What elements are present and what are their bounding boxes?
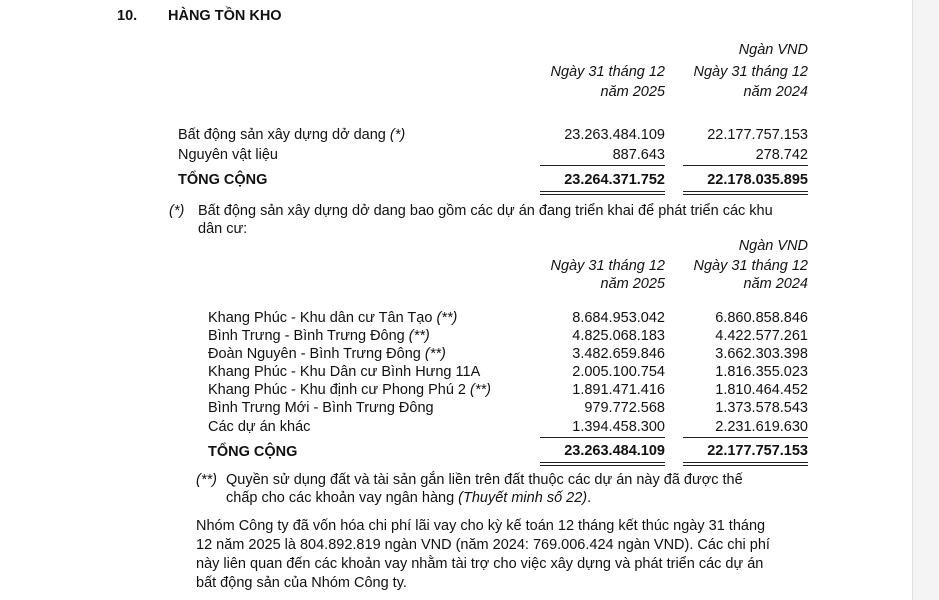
table2-row-label: Các dự án khác [208, 419, 311, 435]
note1-line2: dân cư: [198, 221, 248, 237]
table2-row-value-2024: 3.662.303.398 [715, 346, 808, 362]
table2-total-2024: 22.177.757.153 [707, 443, 808, 459]
note2-line1: Quyền sử dụng đất và tài sản gắn liền trên đất thuộc các dự án này đã được thế [226, 472, 743, 488]
table1-total-underline-2024 [683, 191, 808, 195]
table2-row-value-2024: 6.860.858.846 [715, 310, 808, 326]
table2-row-label: Đoàn Nguyên - Bình Trưng Đông (**) [208, 346, 446, 362]
page-edge [912, 0, 939, 600]
table1-row-value-2024: 278.742 [755, 147, 808, 163]
table2-total-2025: 23.263.484.109 [564, 443, 665, 459]
table2-row-label: Bình Trưng - Bình Trưng Đông (**) [208, 328, 430, 344]
section-title: HÀNG TỒN KHO [168, 8, 282, 24]
table2-row-value-2025: 2.005.100.754 [572, 364, 665, 380]
table2-subtotal-line-2025 [540, 437, 665, 438]
table1-row-label: Bất động sản xây dựng dở dang (*) [178, 127, 406, 143]
table1-total-label: TỔNG CỘNG [178, 172, 268, 188]
note2-line2: chấp cho các khoản vay ngân hàng (Thuyết minh số 22). [226, 490, 592, 506]
table2-row-label: Khang Phúc - Khu Dân cư Bình Hưng 11A [208, 364, 481, 380]
table1-total-underline-2025 [540, 191, 665, 195]
table2-total-underline-2025 [540, 462, 665, 466]
table2-row-label: Bình Trưng Mới - Bình Trưng Đông [208, 400, 434, 416]
table1-col2-header-line2: năm 2024 [743, 84, 808, 100]
table2-row-value-2025: 8.684.953.042 [572, 310, 665, 326]
table2-row-value-2024: 1.816.355.023 [715, 364, 808, 380]
table1-subtotal-line-2025 [540, 165, 665, 166]
table2-col2-header-line1: Ngày 31 tháng 12 [693, 258, 808, 274]
table1-row-label: Nguyên vật liệu [178, 147, 278, 163]
table2-col1-header-line1: Ngày 31 tháng 12 [550, 258, 665, 274]
table1-col2-header-line1: Ngày 31 tháng 12 [693, 64, 808, 80]
table2-unit: Ngàn VND [738, 238, 808, 254]
table1-total-2025: 23.264.371.752 [564, 172, 665, 188]
table1-row-value-2025: 23.263.484.109 [564, 127, 665, 143]
table2-row-value-2025: 4.825.068.183 [572, 328, 665, 344]
table2-col1-header-line2: năm 2025 [600, 276, 665, 292]
table2-row-label: Khang Phúc - Khu dân cư Tân Tạo (**) [208, 310, 458, 326]
table1-total-2024: 22.178.035.895 [707, 172, 808, 188]
table2-subtotal-line-2024 [683, 437, 808, 438]
table2-total-label: TỔNG CỘNG [208, 444, 298, 460]
table1-col1-header-line1: Ngày 31 tháng 12 [550, 64, 665, 80]
section-number: 10. [117, 8, 138, 24]
paragraph-line1: Nhóm Công ty đã vốn hóa chi phí lãi vay cho kỳ kế toán 12 tháng kết thúc ngày 31 tháng [196, 518, 766, 534]
table2-row-label: Khang Phúc - Khu định cư Phong Phú 2 (**) [208, 382, 491, 398]
table1-unit: Ngàn VND [738, 42, 808, 58]
note1-line1: Bất động sản xây dựng dở dang bao gồm các dự án đang triển khai để phát triển các khu [198, 203, 773, 219]
table1-col1-header-line2: năm 2025 [600, 84, 665, 100]
table1-row-value-2024: 22.177.757.153 [707, 127, 808, 143]
paragraph-line2: 12 năm 2025 là 804.892.819 ngàn VND (năm 2024: 769.006.424 ngàn VND). Các chi phí [196, 537, 770, 553]
paragraph-line4: bất động sản của Nhóm Công ty. [196, 575, 407, 591]
note2-marker: (**) [196, 472, 217, 488]
note1-marker: (*) [169, 203, 185, 219]
table2-row-value-2025: 1.394.458.300 [572, 419, 665, 435]
table2-row-value-2025: 979.772.568 [584, 400, 665, 416]
table2-row-value-2024: 1.810.464.452 [715, 382, 808, 398]
table2-row-value-2024: 1.373.578.543 [715, 400, 808, 416]
table1-row-value-2025: 887.643 [612, 147, 665, 163]
table2-row-value-2025: 3.482.659.846 [572, 346, 665, 362]
table2-row-value-2025: 1.891.471.416 [572, 382, 665, 398]
table2-col2-header-line2: năm 2024 [743, 276, 808, 292]
paragraph-line3: này liên quan đến các khoản vay nhằm tài trợ cho việc xây dựng và phát triển các dự án [196, 556, 764, 572]
table2-row-value-2024: 4.422.577.261 [715, 328, 808, 344]
table2-row-value-2024: 2.231.619.630 [715, 419, 808, 435]
table2-total-underline-2024 [683, 462, 808, 466]
table1-subtotal-line-2024 [683, 165, 808, 166]
